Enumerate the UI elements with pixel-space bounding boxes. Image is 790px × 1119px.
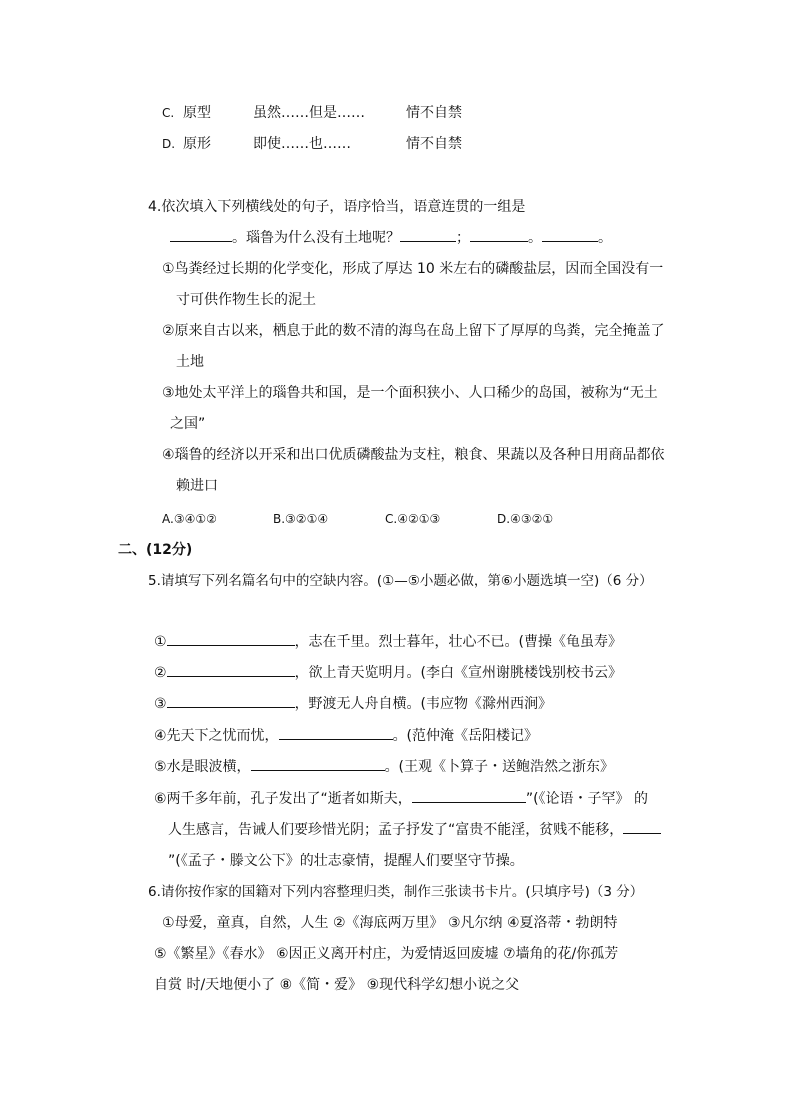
q5-line-6 <box>154 789 648 809</box>
q5-line-5-post: 。(王观《卜算子・送鲍浩然之浙东》 <box>384 759 615 775</box>
q4-item-2-line-1: ②原来自古以来，栖息于此的数不清的海鸟在岛上留下了厚厚的鸟粪，完全掩盖了 <box>162 323 665 339</box>
option-d-word-c: 情不自禁 <box>406 136 462 152</box>
q4-choice-a: A.③④①② <box>162 512 217 526</box>
q5-line-7-pre: 人生感言，告诫人们要珍惜光阴；孟子抒发了“富贵不能淫，贫贱不能移， <box>168 822 624 838</box>
q5-blank-7[interactable] <box>623 820 661 834</box>
q5-blank-6[interactable] <box>412 789 526 803</box>
q5-blank-2[interactable] <box>167 663 295 677</box>
q4-blank-3[interactable] <box>470 228 528 242</box>
q5-line-2-num: ② <box>154 665 167 681</box>
q4-item-1-line-1: ①鸟粪经过长期的化学变化，形成了厚达 10 米左右的磷酸盐层，因而全国没有一 <box>162 261 664 277</box>
q5-line-6-pre: ⑥两千多年前，孔子发出了“逝者如斯夫， <box>154 791 412 807</box>
q5-line-1-text: ，志在千里。烈士暮年，壮心不已。(曹操《龟虽寿》 <box>294 634 623 650</box>
q4-choice-c: C.④②①③ <box>385 512 441 526</box>
q4-blank-2[interactable] <box>400 228 456 242</box>
q4-blank-mid: 。瑙鲁为什么没有土地呢？ <box>232 230 400 246</box>
q5-line-7 <box>168 820 661 840</box>
q6-line-3: 自赏 时/天地便小了 ⑧《简・爱》 ⑨现代科学幻想小说之父 <box>154 977 520 993</box>
q5-line-1-num: ① <box>154 634 167 650</box>
q6-stem: 6.请你按作家的国籍对下列内容整理归类，制作三张读书卡片。(只填序号)（3 分） <box>148 884 644 900</box>
q4-sep-2: 。 <box>528 230 542 246</box>
q4-blank-1[interactable] <box>170 228 232 242</box>
q4-choice-b: B.③②①④ <box>273 512 329 526</box>
q5-blank-3[interactable] <box>167 694 295 708</box>
q5-line-3 <box>154 694 552 714</box>
option-c-letter: C. <box>162 106 175 120</box>
q5-line-1 <box>154 632 622 652</box>
q4-item-4-line-1: ④瑙鲁的经济以开采和出口优质磷酸盐为支柱，粮食、果蔬以及各种日用商品都依 <box>162 447 665 463</box>
q5-line-3-num: ③ <box>154 696 167 712</box>
q4-blank-line <box>170 228 612 248</box>
option-c-word-a: 原型 <box>183 105 211 121</box>
q5-blank-4[interactable] <box>279 726 393 740</box>
option-d-word-a: 原形 <box>183 136 211 152</box>
q4-item-3-line-1: ③地处太平洋上的瑙鲁共和国，是一个面积狭小、人口稀少的岛国，被称为“无土 <box>162 385 658 401</box>
q4-blank-4[interactable] <box>542 228 598 242</box>
q5-line-4-pre: ④先天下之忧而忧， <box>154 728 279 744</box>
option-d-word-b: 即使……也…… <box>253 136 351 152</box>
q5-blank-1[interactable] <box>167 632 295 646</box>
q4-item-2-line-2: 土地 <box>176 354 204 370</box>
q5-line-4 <box>154 726 538 746</box>
q4-choice-d: D.④③②① <box>497 512 554 526</box>
q4-sep-1: ； <box>456 230 470 246</box>
q5-line-6-post: ”(《论语・子罕》 的 <box>525 791 648 807</box>
q5-blank-5[interactable] <box>251 757 385 771</box>
q4-item-3-line-2: 之国” <box>170 416 206 432</box>
q4-item-4-line-2: 赖进口 <box>176 478 218 494</box>
q4-sep-3: 。 <box>598 230 612 246</box>
option-c-word-b: 虽然……但是…… <box>253 105 365 121</box>
q5-stem: 5.请填写下列名篇名句中的空缺内容。(①—⑤小题必做，第⑥小题选填一空)（6 分） <box>148 573 653 589</box>
q5-line-4-post: 。(范仲淹《岳阳楼记》 <box>392 728 539 744</box>
q4-stem: 4.依次填入下列横线处的句子，语序恰当，语意连贯的一组是 <box>148 199 526 215</box>
option-c-word-c: 情不自禁 <box>406 105 462 121</box>
q6-line-1: ①母爱，童真，自然，人生 ②《海底两万里》 ③凡尔纳 ④夏洛蒂・勃朗特 <box>162 915 618 931</box>
section-2-heading: 二、(12分) <box>118 542 193 558</box>
q5-line-5-pre: ⑤水是眼波横， <box>154 759 251 775</box>
q6-line-2: ⑤《繁星》《春水》 ⑥因正义离开村庄，为爱情返回废墟 ⑦墙角的花/你孤芳 <box>154 946 619 962</box>
q5-line-2-text: ，欲上青天览明月。(李白《宣州谢朓楼饯别校书云》 <box>294 665 623 681</box>
q5-line-8: ”(《孟子・滕文公下》的壮志豪情，提醒人们要坚守节操。 <box>168 853 524 869</box>
q5-line-3-text: ，野渡无人舟自横。(韦应物《滁州西涧》 <box>294 696 553 712</box>
q5-line-2 <box>154 663 622 683</box>
q4-item-1-line-2: 寸可供作物生长的泥土 <box>176 292 316 308</box>
q5-line-5 <box>154 757 614 777</box>
option-d-letter: D. <box>162 137 176 151</box>
